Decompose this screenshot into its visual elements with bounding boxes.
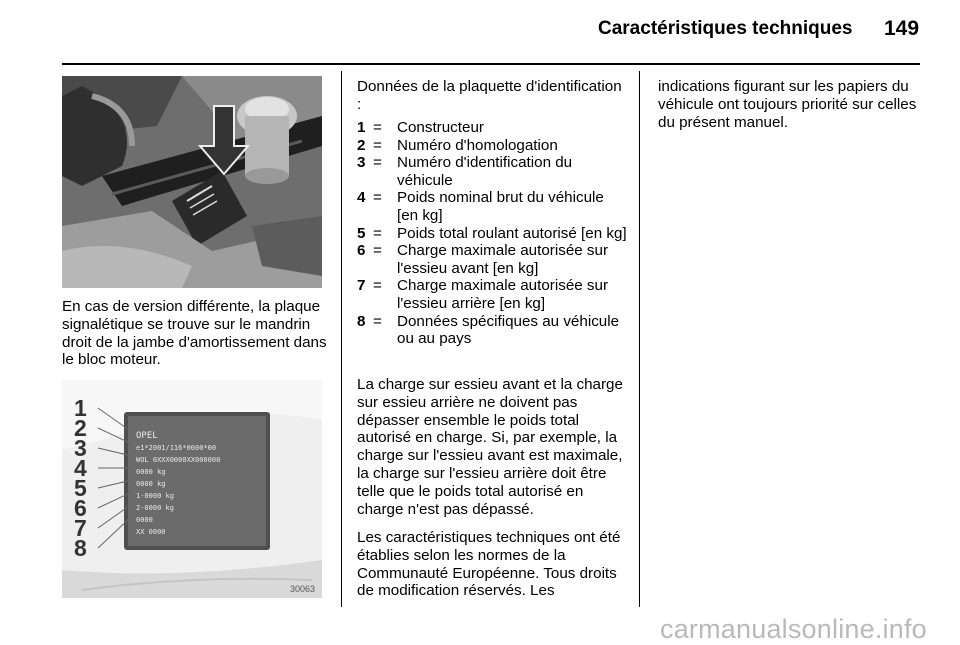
item-equals: =: [373, 224, 382, 242]
plate-callout-number: 4: [74, 455, 87, 481]
engine-bay-illustration: [62, 76, 322, 288]
column-divider: [639, 71, 640, 607]
identification-plate-illustration: [62, 380, 322, 598]
plate-line: 1-0000 kg: [136, 492, 174, 500]
item-definition: Poids nominal brut du véhicule [en kg]: [397, 189, 604, 224]
plate-callout-number: 2: [74, 415, 87, 441]
list-item: [357, 225, 627, 243]
plate-callout-number: 1: [74, 395, 87, 421]
item-definition: Charge maximale autorisée sur l'essieu avant [en kg]: [397, 242, 609, 277]
page-number: 149: [884, 17, 920, 40]
item-equals: =: [373, 189, 382, 207]
list-intro: Données de la plaquette d'identification :: [357, 78, 622, 113]
list-item: [357, 313, 627, 348]
item-definition: Numéro d'identification du véhicule: [397, 154, 573, 189]
item-number: 6: [357, 242, 366, 260]
plate-callout-number: 6: [74, 495, 87, 521]
list-item: [357, 277, 627, 312]
item-equals: =: [373, 136, 382, 154]
plate-callout-number: 5: [74, 475, 87, 501]
item-number: 3: [357, 154, 366, 172]
item-equals: =: [373, 242, 382, 260]
list-item: [357, 242, 627, 277]
list-item: [357, 119, 627, 137]
item-number: 4: [357, 189, 366, 207]
item-number: 7: [357, 277, 366, 295]
watermark: carmanualsonline.info: [660, 614, 927, 644]
item-definition: Poids total roulant autorisé [en kg]: [397, 224, 627, 242]
documents-priority-paragraph: indications figurant sur les papiers du véhicule ont toujours priorité sur celles du présent manuel.: [658, 78, 917, 131]
item-equals: =: [373, 154, 382, 172]
item-equals: =: [373, 312, 382, 330]
item-definition: Constructeur: [397, 119, 484, 136]
axle-load-paragraph: La charge sur essieu avant et la charge sur essieu arrière ne doivent pas dépasser ensemble le poids total autorisé en charge. Si, par exemple, la charge sur l'essieu avant est maximale, la charge sur l'essieu arrière doit être telle que le poids total autorisé en charge n'est pas dépassé.: [357, 376, 623, 518]
item-equals: =: [373, 119, 382, 136]
item-number: 1: [357, 119, 366, 136]
column-divider: [341, 71, 342, 607]
page-title: Caractéristiques techniques: [598, 18, 853, 39]
plate-line: OPEL: [136, 431, 158, 441]
list-item: [357, 154, 627, 189]
item-number: 2: [357, 136, 366, 154]
identification-plate-photo: [62, 380, 322, 598]
plate-callout-number: 3: [74, 435, 87, 461]
plate-location-paragraph: En cas de version différente, la plaque signalétique se trouve sur le mandrin droit de la jambe d'amortissement dans le bloc moteur.: [62, 298, 327, 369]
item-definition: Données spécifiques au véhicule ou au pays: [397, 312, 620, 348]
item-number: 5: [357, 224, 366, 242]
standards-paragraph: Les caractéristiques techniques ont été établies selon les normes de la Communauté Européenne. Tous droits de modification réservés. Les: [357, 529, 621, 600]
plate-line: e1*2001/116*0000*00: [136, 444, 217, 452]
list-item: [357, 137, 627, 155]
image-code: 30063: [290, 584, 316, 594]
item-definition: Charge maximale autorisée sur l'essieu arrière [en kg]: [397, 277, 609, 312]
plate-line: 0000 kg: [136, 468, 166, 476]
header-rule: [62, 63, 920, 65]
engine-bay-photo: [62, 76, 322, 288]
plate-line: 0000 kg: [136, 480, 166, 488]
plate-callout-number: 8: [74, 535, 87, 561]
plate-line: 0000: [136, 516, 153, 524]
list-item: [357, 189, 627, 224]
item-equals: =: [373, 277, 382, 295]
plate-line: WOL 0XXX0000XX000000: [136, 456, 221, 464]
item-number: 8: [357, 312, 366, 330]
plate-callout-number: 7: [74, 515, 87, 541]
plate-line: XX 0000: [136, 528, 166, 536]
identification-list: [357, 119, 627, 348]
item-definition: Numéro d'homologation: [397, 136, 558, 154]
plate-line: 2-0000 kg: [136, 504, 174, 512]
